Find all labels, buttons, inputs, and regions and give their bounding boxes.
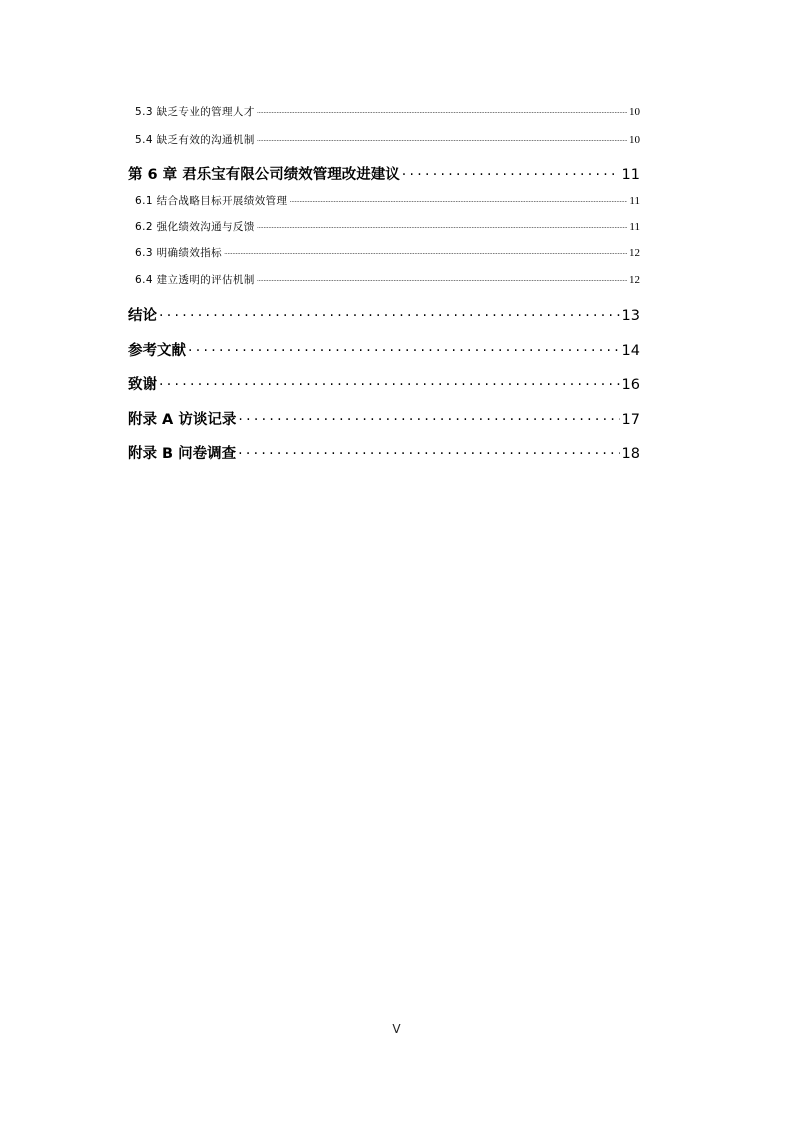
toc-dot-leader (159, 306, 620, 320)
toc-dot-leader (289, 194, 627, 204)
toc-dot-leader (238, 444, 619, 458)
toc-entry-label: 附录 A 访谈记录 (128, 412, 237, 428)
toc-entry-label: 6.2 强化绩效沟通与反馈 (135, 221, 255, 233)
toc-dot-leader (238, 410, 619, 424)
toc-entry-references[interactable] (128, 339, 640, 360)
toc-entry-6-4[interactable] (128, 272, 640, 287)
toc-entry-label: 5.3 缺乏专业的管理人才 (135, 106, 255, 118)
toc-entry-label: 致谢 (128, 377, 157, 393)
toc-entry-label: 6.4 建立透明的评估机制 (135, 274, 255, 286)
toc-entry-6-3[interactable] (128, 245, 640, 260)
toc-entry-label: 6.3 明确绩效指标 (135, 247, 223, 259)
toc-entry-page: 10 (629, 106, 640, 118)
toc-dot-leader (257, 133, 627, 143)
toc-entry-page: 14 (621, 343, 640, 359)
toc-dot-leader (224, 246, 627, 256)
toc-entry-acknowledgements[interactable] (128, 373, 640, 394)
toc-entry-page: 12 (629, 274, 640, 286)
toc-entry-page: 10 (629, 134, 640, 146)
toc-entry-label: 6.1 结合战略目标开展绩效管理 (135, 195, 288, 207)
toc-entry-page: 11 (629, 221, 640, 233)
toc-entry-page: 18 (621, 446, 640, 462)
toc-entry-5-4[interactable] (128, 132, 640, 147)
toc-dot-leader (257, 273, 627, 283)
toc-entry-conclusion[interactable] (128, 304, 640, 325)
toc-entry-page: 11 (621, 167, 640, 183)
toc-entry-chapter-6[interactable] (128, 163, 640, 184)
toc-entry-label: 结论 (128, 308, 157, 324)
toc-entry-page: 16 (621, 377, 640, 393)
toc-dot-leader (159, 375, 620, 389)
toc-entry-page: 13 (621, 308, 640, 324)
toc-entry-page: 11 (629, 195, 640, 207)
toc-dot-leader (402, 165, 620, 179)
toc-entry-page: 12 (629, 247, 640, 259)
toc-dot-leader (257, 105, 627, 115)
toc-entry-appendix-a[interactable] (128, 408, 640, 429)
toc-entry-label: 第 6 章 君乐宝有限公司绩效管理改进建议 (128, 167, 400, 183)
toc-entry-appendix-b[interactable] (128, 442, 640, 463)
toc-entry-6-1[interactable] (128, 193, 640, 208)
toc-entry-page: 17 (621, 412, 640, 428)
toc-entry-6-2[interactable] (128, 219, 640, 234)
page-number: V (392, 1022, 401, 1036)
toc-entry-label: 5.4 缺乏有效的沟通机制 (135, 134, 255, 146)
toc-entry-label: 参考文献 (128, 343, 186, 359)
toc-entry-5-3[interactable] (128, 104, 640, 119)
toc-dot-leader (188, 341, 620, 355)
toc-entry-label: 附录 B 问卷调查 (128, 446, 237, 462)
toc-dot-leader (257, 220, 628, 230)
